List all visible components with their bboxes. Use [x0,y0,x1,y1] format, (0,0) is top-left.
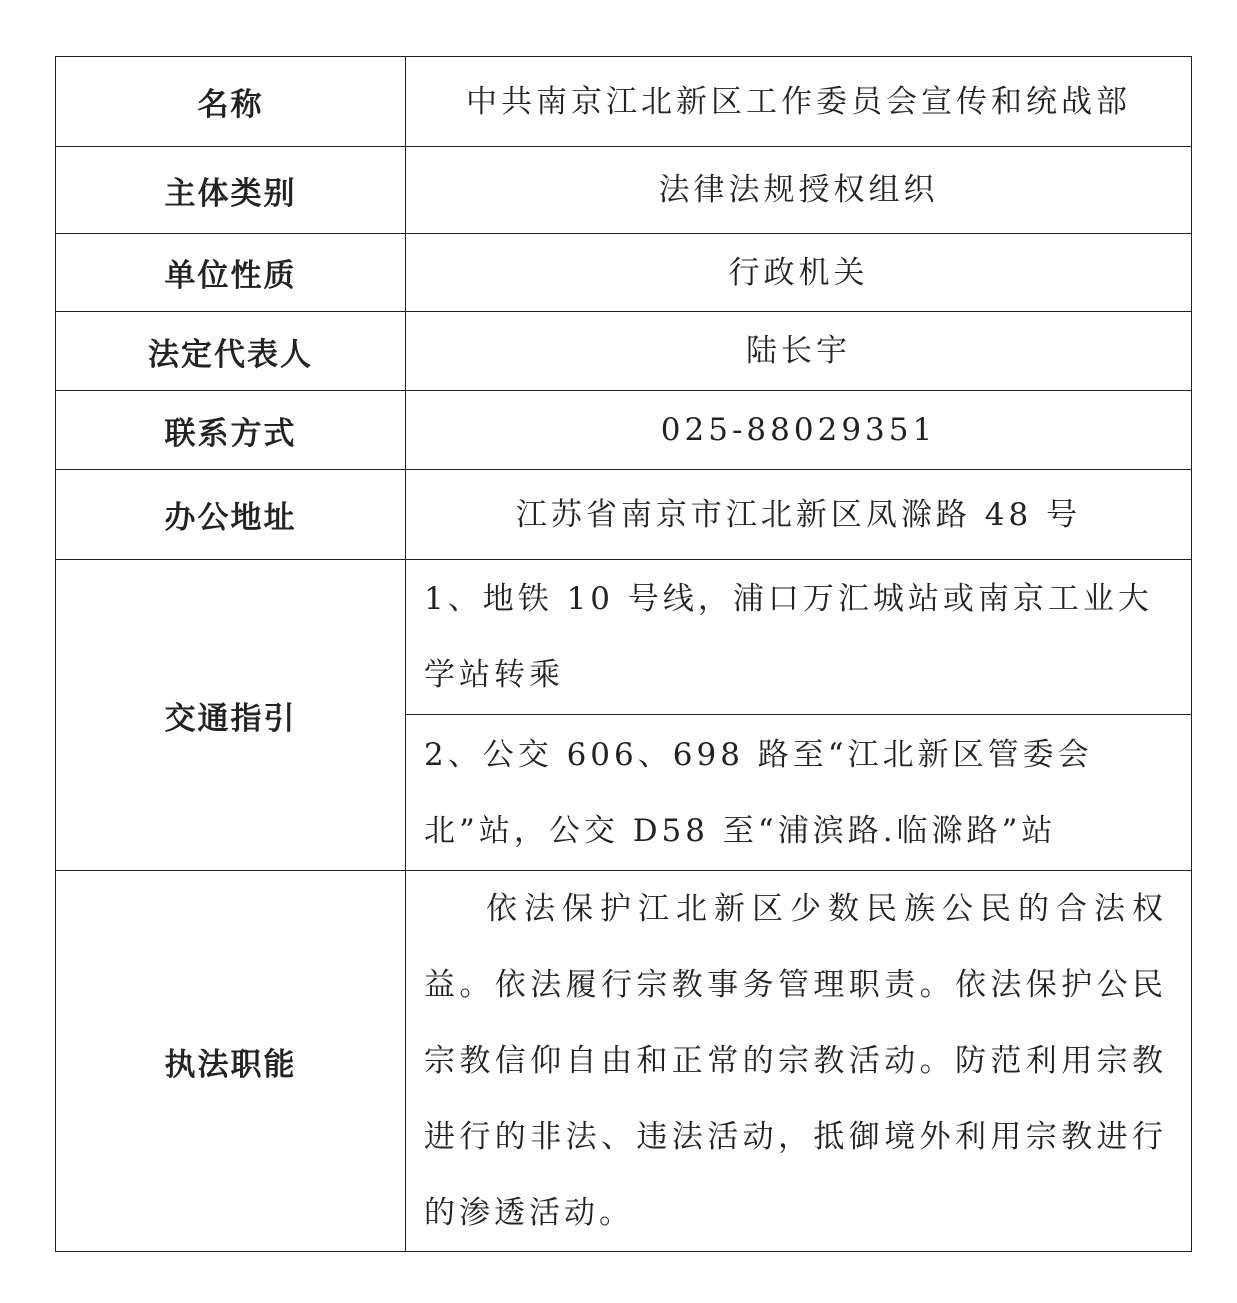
duty-label: 执法职能 [56,871,406,1252]
contact-label: 联系方式 [56,391,406,470]
row-legal-rep [56,312,1192,391]
row-address [56,470,1192,560]
unit-nature-label: 单位性质 [56,234,406,312]
transport-label: 交通指引 [56,560,406,871]
row-name [56,57,1192,147]
legal-rep-label: 法定代表人 [56,312,406,391]
address-label: 办公地址 [56,470,406,560]
subject-type-value: 法律法规授权组织 [406,147,1192,234]
legal-rep-value: 陆长宇 [406,312,1192,391]
row-unit-nature [56,234,1192,312]
duty-value: 依法保护江北新区少数民族公民的合法权益。依法履行宗教事务管理职责。依法保护公民宗教信仰自由和正常的宗教活动。防范利用宗教进行的非法、违法活动，抵御境外利用宗教进行的渗透活动。 [406,871,1192,1252]
transport-item-1: 1、地铁 10 号线，浦口万汇城站或南京工业大学站转乘 [406,560,1192,715]
row-transport-1 [56,560,1192,715]
info-table [55,56,1192,1252]
name-label: 名称 [56,57,406,147]
name-value: 中共南京江北新区工作委员会宣传和统战部 [406,57,1192,147]
row-duty [56,871,1192,1252]
unit-nature-value: 行政机关 [406,234,1192,312]
row-subject-type [56,147,1192,234]
contact-value: 025-88029351 [406,391,1192,470]
row-contact [56,391,1192,470]
subject-type-label: 主体类别 [56,147,406,234]
transport-item-2: 2、公交 606、698 路至“江北新区管委会北”站，公交 D58 至“浦滨路.临滁路”站 [406,715,1192,871]
address-value: 江苏省南京市江北新区凤滁路 48 号 [406,470,1192,560]
